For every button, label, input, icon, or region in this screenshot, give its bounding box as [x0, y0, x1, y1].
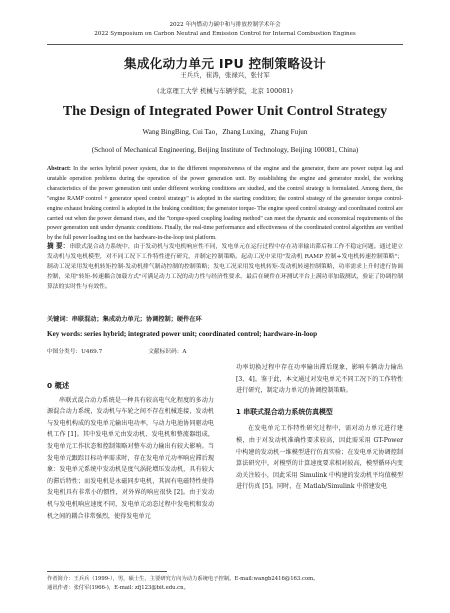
en-keywords: Key words: series hybrid; integrated power unit; coordinated control; hardware-in-loop — [47, 330, 318, 338]
en-abstract-text: In the series hybrid power system, due to the different responsiveness of the engine and the generator, there are power output lag and unstable operation problems during the operation of the power generation unit. By establishing the engine and generator model, the working characteristics of the power generation unit under different working conditions are studied, and the control strategy is formulated. Among them, the "engine RAMP control + generator speed control strategy" is adopted in the starting condition; the control strategy of the generator torque control-engine exhaust braking control is adopted in the braking condition; the generator torque- The engine speed control strategy and coordinated control are carried out when the power demand rises, and the "torque-speed coupling loading method" can meet the dynamic and economical requirements of the power generation unit under dynamic conditions. Finally, the real-time performance and effectiveness of the coordinated control algorithm are verified by the full power loading test on the hardware-in-the-loop test platform. — [47, 166, 403, 242]
en-authors: Wang BingBing, Cui Tao，Zhang Luxing，Zhang Fujun — [142, 128, 308, 136]
section-0-title: 0 概述 — [47, 381, 70, 390]
cn-keywords: 关键词：串联混动；集成动力单元；协调控制；硬件在环 — [47, 316, 202, 323]
journal-header-en: 2022 Symposium on Carbon Neutral and Emission Control for Internal Combustion Engines — [94, 31, 356, 37]
section-0-paragraph: 串联式混合动力系统是一种具有较高电气化程度的多动力源混合动力系统，发动机与车轮之间不存在机械连接，发动机与发电机构成的发电单元输出电功率，与动力电池协同驱动电机工作 [1]。其中发电单元由发动机、发电机和整流器组成，发电单元工作状态和控制策略对整车动力输出有较大影响。当发电单元跟踪目标功率需求时，存在发电单元功率响应滞后现象：发电单元系统中发动机是度气涡轮增压发动机，具有较大的滞后特性；而发电机是永磁同步电机，其固有电磁特性使得发电机具有非常小的惯性，对外界的响应很快 [2]。由于发动机与发电机响应速度不同，发电单元动态过程中发电机和发动机之间的耦合非常强烈，使得发电单元 — [47, 396, 214, 520]
cn-abstract — [47, 241, 403, 292]
en-affiliation: (School of Mechanical Engineering, Beijing Institute of Technology, Beijing 100081, China) — [91, 146, 359, 154]
footnote-rule — [47, 571, 167, 572]
clc-number: 中图分类号：U469.7 — [47, 349, 103, 355]
cn-authors: 王兵兵，崔涛，张禄兴，张付军 — [180, 71, 270, 79]
journal-header-cn: 2022 年内燃动力碳中和与排放控制学术年会 — [169, 22, 281, 28]
classification-line — [47, 346, 403, 355]
section-0-continued: 功率切换过程中存在功率输出滞后现象，影响车辆动力输出 [3、4]。鉴于此，本文通过对发电单元不同工况下的工作特性进行研究，制定动力单元的协调控制策略。 — [236, 364, 403, 395]
cn-abstract-text: 串联式混合动力系统中，由于发动机与发电机响应性不同，发电单元在运行过程中存在功率输出滞后和工作不稳定问题。通过建立发动机与发电机模型，对不同工况下工作特性进行研究，并制定控制策略。起动工况中采用"发动机 RAMP 控制+发电机转速控制策略"；制动工况采用发电机转矩控制-发动机排气制动控制的控制策略；发电工况采用发电机转矩-发动机转速控制策略，功率需求上升时进行协调控制，采用"转矩-转速耦合加载方式"可满足动力工况的动力性与经济性要求。最后在硬件在环测试平台上满功率加载测试，验证了协调控制算法的实时性与有效性。 — [47, 244, 403, 291]
document-code: 文献标识码：A — [148, 349, 187, 355]
footnote-author: 作者简介：王兵兵（1999-），男，硕士生，主要研究方向为动力系统电子控制。E-mail:wangb2416@163.com。 — [47, 576, 319, 582]
section-1-paragraph: 在发电单元工作特性研究过程中，需对动力单元进行建模，由于对发动机准确性要求较高，因此需采用 GT-Power 中构建的发动机一维模型进行仿真实验；在发电单元协调控制算法研究中，对模型的计算速度要求相对较高，模型循环内变动关注较小，因此采用 Simulink 中构建的发动机平均值模型进行仿真 [5]。同时，在 Matlab/Simulink 中搭建发电 — [236, 425, 403, 491]
en-title: The Design of Integrated Power Unit Control Strategy — [62, 104, 388, 119]
cn-affiliation: (北京理工大学 机械与车辆学院，北京 100081) — [157, 87, 293, 95]
header-rule — [47, 44, 403, 45]
left-column — [47, 380, 214, 522]
en-abstract-label: Abstract: — [47, 166, 71, 172]
section-1-title: 1 串联式混合动力系统仿真模型 — [236, 407, 333, 416]
cn-title: 集成化动力单元 IPU 控制策略设计 — [123, 56, 327, 71]
cn-abstract-label: 摘 要： — [47, 242, 70, 250]
right-column — [236, 362, 403, 493]
footnote-corresponding: 通讯作者：张付军(1966-)，E-mail: zfj123@bit.edu.cn。 — [47, 585, 189, 591]
en-abstract — [47, 165, 403, 244]
